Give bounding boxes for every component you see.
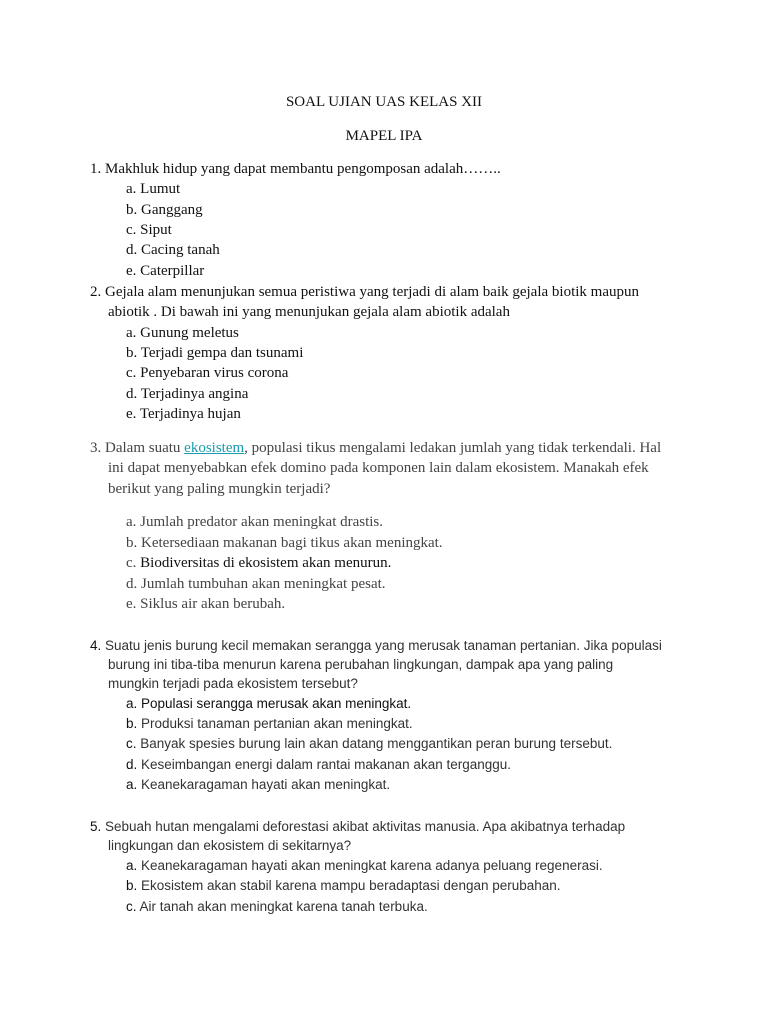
question-3-stem: ini dapat menyebabkan efek domino pada komponen lain dalam ekosistem. Manakah efek [108, 460, 649, 476]
question-4-option [126, 757, 511, 772]
question-3-option [126, 535, 443, 552]
option-letter: a. [126, 696, 138, 711]
question-5-stem [90, 819, 625, 834]
question-4-stem: mungkin terjadi pada ekosistem tersebut? [108, 676, 358, 691]
question-1-option: a. Lumut [126, 181, 181, 197]
question-4-stem-text: Suatu jenis burung kecil memakan serangga yang merusak tanaman pertanian. Jika populasi [101, 638, 662, 653]
question-5-option [126, 899, 428, 914]
question-3-option [126, 514, 383, 531]
question-2-option: a. Gunung meletus [126, 325, 239, 341]
question-4-stem: burung ini tiba-tiba menurun karena perubahan lingkungan, dampak apa yang paling [108, 657, 614, 672]
option-letter: c. [126, 899, 137, 914]
question-4-option [126, 696, 411, 711]
question-4-stem [90, 638, 662, 653]
option-text: Air tanah akan meningkat karena tanah terbuka. [136, 899, 428, 914]
question-1-option: c. Siput [126, 222, 172, 238]
question-number: 4. [90, 638, 102, 653]
question-1-option: d. Cacing tanah [126, 242, 220, 258]
question-4-option [126, 716, 413, 731]
option-text: Biodiversitas di ekosistem akan menurun. [136, 555, 392, 571]
question-2-option: d. Terjadinya angina [126, 386, 249, 402]
option-letter: d. [126, 576, 138, 592]
question-1-option: b. Ganggang [126, 202, 203, 218]
question-4-option [126, 736, 612, 751]
question-2-stem: abiotik . Di bawah ini yang menunjukan gejala alam abiotik adalah [108, 304, 510, 320]
option-letter: c. [126, 736, 137, 751]
question-3-stem: berikut yang paling mungkin terjadi? [108, 481, 331, 497]
ekosistem-link[interactable]: ekosistem [184, 440, 245, 456]
question-3-stem-start: 3. Dalam suatu [90, 440, 185, 456]
option-text: Siklus air akan berubah. [136, 596, 286, 612]
option-text: Produksi tanaman pertanian akan meningkat. [137, 716, 413, 731]
option-letter: c. [126, 555, 137, 571]
question-5-option [126, 858, 603, 873]
option-text: Jumlah tumbuhan akan meningkat pesat. [137, 576, 386, 592]
question-5-stem: lingkungan dan ekosistem di sekitarnya? [108, 838, 352, 853]
question-4-option [126, 777, 390, 792]
option-text: Ekosistem akan stabil karena mampu beradaptasi dengan perubahan. [137, 878, 561, 893]
question-5-stem-text: Sebuah hutan mengalami deforestasi akibat aktivitas manusia. Apa akibatnya terhadap [101, 819, 626, 834]
question-1-stem: 1. Makhluk hidup yang dapat membantu pengomposan adalah…….. [90, 161, 501, 177]
option-text: Ketersediaan makanan bagi tikus akan meningkat. [137, 535, 443, 551]
option-text: Keanekaragaman hayati akan meningkat karena adanya peluang regenerasi. [137, 858, 603, 873]
question-number: 5. [90, 819, 102, 834]
question-5-option [126, 878, 561, 893]
option-letter: a. [126, 514, 137, 530]
question-3-option [126, 555, 391, 572]
option-text: Keanekaragaman hayati akan meningkat. [137, 777, 391, 792]
question-2-stem: 2. Gejala alam menunjukan semua peristiwa yang terjadi di alam baik gejala biotik maupun [90, 284, 639, 300]
question-2-option: e. Terjadinya hujan [126, 406, 241, 422]
question-1-option: e. Caterpillar [126, 263, 205, 279]
option-letter: a. [126, 777, 138, 792]
option-letter: b. [126, 716, 138, 731]
question-3-option [126, 596, 285, 613]
option-letter: b. [126, 878, 138, 893]
question-3-option [126, 576, 386, 593]
question-3-stem [90, 440, 661, 457]
question-2-option: c. Penyebaran virus corona [126, 365, 289, 381]
option-letter: b. [126, 535, 138, 551]
question-2-option: b. Terjadi gempa dan tsunami [126, 345, 304, 361]
option-text: Populasi serangga merusak akan meningkat. [137, 696, 412, 711]
option-text: Keseimbangan energi dalam rantai makanan akan terganggu. [137, 757, 512, 772]
option-letter: a. [126, 858, 138, 873]
option-letter: e. [126, 596, 137, 612]
option-text: Jumlah predator akan meningkat drastis. [136, 514, 384, 530]
question-3-stem-end: , populasi tikus mengalami ledakan jumlah yang tidak terkendali. Hal [244, 440, 662, 456]
document-title: SOAL UJIAN UAS KELAS XII [285, 94, 483, 110]
document-subject: MAPEL IPA [345, 128, 423, 144]
option-letter: d. [126, 757, 138, 772]
option-text: Banyak spesies burung lain akan datang menggantikan peran burung tersebut. [136, 736, 613, 751]
